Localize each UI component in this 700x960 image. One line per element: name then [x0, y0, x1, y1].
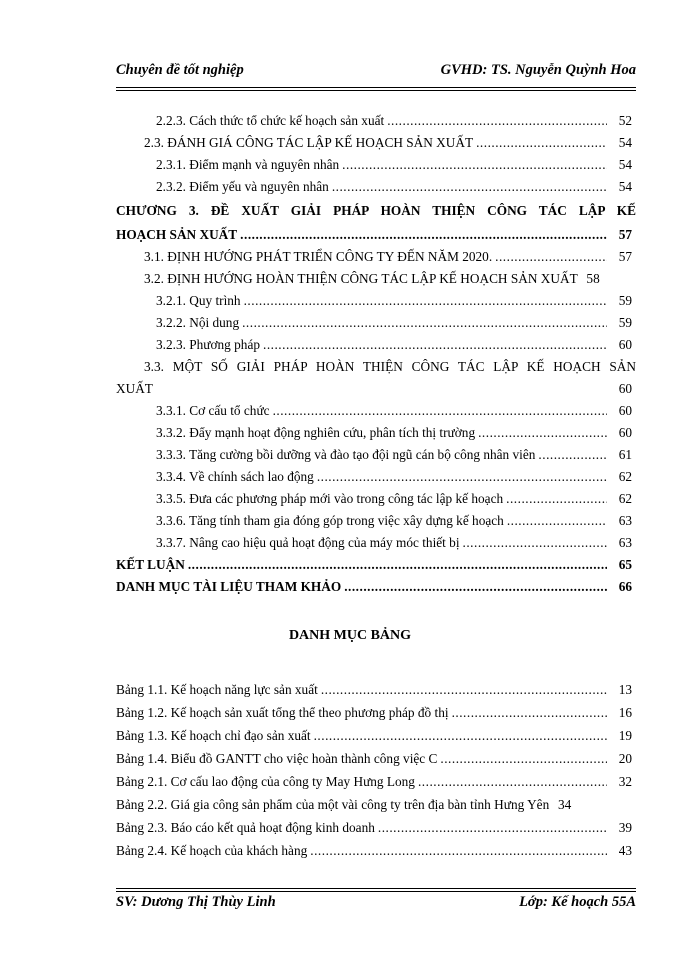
table-entry-text: Bảng 2.1. Cơ cấu lao động của công ty May Hưng Long — [116, 774, 415, 789]
toc-entry-page: 57 — [618, 227, 632, 242]
toc-entry[interactable] — [116, 176, 636, 198]
table-list-entry[interactable] — [116, 817, 636, 839]
dot-leader — [344, 576, 607, 598]
toc-entry-page: 58 — [586, 271, 600, 286]
table-entry-text: Bảng 1.3. Kế hoạch chỉ đạo sản xuất — [116, 728, 311, 743]
dot-leader — [240, 224, 607, 246]
table-list-entry[interactable] — [116, 702, 636, 724]
dot-leader — [317, 466, 607, 488]
toc-entry-text: 3.3.3. Tăng cường bồi dưỡng và đào tạo đội ngũ cán bộ công nhân viên — [156, 447, 536, 462]
toc-entry-page: 54 — [618, 135, 632, 150]
table-entry-text: Bảng 1.4. Biểu đồ GANTT cho việc hoàn thành công việc C — [116, 751, 438, 766]
toc-entry-text: CHƯƠNG 3. ĐỀ XUẤT GIẢI PHÁP HOÀN THIỆN CÔNG TÁC LẬP KẾ — [116, 203, 636, 218]
dot-leader — [273, 400, 607, 422]
toc-entry[interactable] — [116, 532, 636, 554]
footer-right: Lớp: Kế hoạch 55A — [519, 894, 636, 910]
toc-section-line[interactable] — [116, 356, 636, 378]
footer-rule — [116, 888, 636, 889]
table-list-entry[interactable] — [116, 679, 636, 701]
table-entry-text: Bảng 2.2. Giá gia công sản phẩm của một vài công ty trên địa bàn tỉnh Hưng Yên — [116, 797, 550, 812]
toc-entry-page: 63 — [618, 513, 632, 528]
footer-left: SV: Dương Thị Thùy Linh — [116, 894, 276, 910]
toc-entry[interactable] — [116, 510, 636, 532]
table-entry-page: 19 — [618, 728, 632, 743]
toc-entry[interactable] — [116, 224, 636, 246]
header-right: GVHD: TS. Nguyễn Quỳnh Hoa — [440, 62, 636, 78]
footer-rule-2 — [116, 891, 636, 892]
dot-leader — [507, 510, 607, 532]
toc-entry-text: 3.2.1. Quy trình — [156, 293, 241, 308]
toc-entry-page: 54 — [618, 157, 632, 172]
toc-entry-page: 60 — [618, 425, 632, 440]
table-list-entry[interactable] — [116, 840, 636, 862]
toc-entry-text: 3.3.2. Đẩy mạnh hoạt động nghiên cứu, phân tích thị trường — [156, 425, 476, 440]
toc-entry-text: 3.2. ĐỊNH HƯỚNG HOÀN THIỆN CÔNG TÁC LẬP KẾ HOẠCH SẢN XUẤT — [144, 271, 578, 286]
toc-entry-page: 62 — [618, 469, 632, 484]
toc-entry-page: 54 — [618, 179, 632, 194]
toc-entry[interactable] — [116, 268, 636, 290]
dot-leader — [314, 725, 607, 747]
table-entry-text: Bảng 2.4. Kế hoạch của khách hàng — [116, 843, 308, 858]
dot-leader — [440, 748, 607, 770]
table-entry-page: 16 — [618, 705, 632, 720]
dot-leader — [452, 702, 607, 724]
toc-entry[interactable] — [116, 576, 636, 598]
toc-entry-text: 3.3.7. Nâng cao hiệu quả hoạt động của máy móc thiết bị — [156, 535, 460, 550]
toc-entry-text: 3.3.5. Đưa các phương pháp mới vào trong công tác lập kế hoạch — [156, 491, 504, 506]
table-entry-text: Bảng 1.2. Kế hoạch sản xuất tổng thể theo phương pháp đồ thị — [116, 705, 449, 720]
dot-leader — [244, 290, 607, 312]
dot-leader — [463, 532, 607, 554]
toc-entry-page: 60 — [618, 337, 632, 352]
table-entry-text: Bảng 2.3. Báo cáo kết quả hoạt động kinh doanh — [116, 820, 375, 835]
toc-entry[interactable] — [116, 334, 636, 356]
header-rule-2 — [116, 90, 636, 91]
toc-entry-text: 3.2.2. Nội dung — [156, 315, 240, 330]
header-rule — [116, 87, 636, 88]
toc-entry[interactable] — [116, 444, 636, 466]
table-list-entry[interactable] — [116, 725, 636, 747]
toc-entry[interactable] — [116, 400, 636, 422]
toc-entry-text: 3.3.1. Cơ cấu tổ chức — [156, 403, 270, 418]
toc-entry-page: 62 — [618, 491, 632, 506]
toc-entry-text: 2.3.1. Điểm mạnh và nguyên nhân — [156, 157, 340, 172]
toc-entry-text: 3.2.3. Phương pháp — [156, 337, 260, 352]
toc-entry-text: 3.3.6. Tăng tính tham gia đóng góp trong việc xây dựng kế hoạch — [156, 513, 504, 528]
table-entry-page: 20 — [618, 751, 632, 766]
toc-entry[interactable] — [116, 132, 636, 154]
toc-chapter-line[interactable] — [116, 200, 636, 222]
table-entry-text: Bảng 1.1. Kế hoạch năng lực sản xuất — [116, 682, 318, 697]
toc-entry-page: 60 — [618, 403, 632, 418]
toc-entry[interactable] — [116, 488, 636, 510]
toc-entry[interactable] — [116, 378, 636, 400]
toc-entry-page: 63 — [618, 535, 632, 550]
dot-leader — [506, 488, 607, 510]
toc-entry[interactable] — [116, 422, 636, 444]
toc-entry[interactable] — [116, 466, 636, 488]
table-entry-page: 39 — [618, 820, 632, 835]
toc-entry-text: HOẠCH SẢN XUẤT — [116, 227, 238, 242]
dot-leader — [538, 444, 607, 466]
dot-leader — [321, 679, 607, 701]
toc-entry-page: 61 — [618, 447, 632, 462]
toc-entry-text: XUẤT — [116, 381, 153, 396]
toc-entry[interactable] — [116, 312, 636, 334]
toc-entry-text: 2.2.3. Cách thức tổ chức kế hoạch sản xuất — [156, 113, 385, 128]
page-header — [116, 62, 636, 84]
dot-leader — [387, 110, 607, 132]
toc-entry-text: 2.3.2. Điểm yếu và nguyên nhân — [156, 179, 329, 194]
toc-entry-page: 65 — [618, 557, 632, 572]
table-list-entry[interactable] — [116, 748, 636, 770]
toc-entry-page: 52 — [618, 113, 632, 128]
toc-entry[interactable] — [116, 554, 636, 576]
tables-list-title: DANH MỤC BẢNG — [288, 628, 412, 643]
table-entry-page: 34 — [557, 797, 572, 812]
toc-entry-text: 3.3.4. Về chính sách lao động — [156, 469, 314, 484]
dot-leader — [378, 817, 607, 839]
table-list-entry[interactable] — [116, 771, 636, 793]
toc-entry-page: 59 — [618, 315, 632, 330]
dot-leader — [495, 246, 607, 268]
toc-entry[interactable] — [116, 110, 636, 132]
toc-entry[interactable] — [116, 290, 636, 312]
toc-entry-text: 3.1. ĐỊNH HƯỚNG PHÁT TRIỂN CÔNG TY ĐẾN NĂM 2020. — [144, 249, 493, 264]
dot-leader — [342, 154, 607, 176]
dot-leader — [478, 422, 607, 444]
dot-leader — [263, 334, 607, 356]
dot-leader — [188, 554, 607, 576]
toc-entry-page: 66 — [618, 579, 632, 594]
table-list-entry[interactable] — [116, 794, 636, 816]
toc-entry[interactable] — [116, 154, 636, 176]
page-footer — [116, 894, 636, 916]
dot-leader — [332, 176, 607, 198]
dot-leader — [418, 771, 607, 793]
toc-entry[interactable] — [116, 246, 636, 268]
toc-entry-page: 57 — [618, 249, 632, 264]
table-entry-page: 13 — [618, 682, 632, 697]
table-entry-page: 43 — [618, 843, 632, 858]
toc-entry-page: 59 — [618, 293, 632, 308]
toc-entry-page: 60 — [618, 381, 632, 396]
toc-entry-text: DANH MỤC TÀI LIỆU THAM KHẢO — [116, 579, 342, 594]
toc-entry-text: 3.3. MỘT SỐ GIẢI PHÁP HOÀN THIỆN CÔNG TÁC LẬP KẾ HOẠCH SẢN — [144, 359, 636, 374]
dot-leader — [242, 312, 607, 334]
header-left: Chuyên đề tốt nghiệp — [116, 62, 244, 78]
dot-leader — [310, 840, 607, 862]
table-entry-page: 32 — [618, 774, 632, 789]
toc-entry-text: KẾT LUẬN — [116, 557, 185, 572]
toc-entry-text: 2.3. ĐÁNH GIÁ CÔNG TÁC LẬP KẾ HOẠCH SẢN XUẤT — [144, 135, 474, 150]
dot-leader — [476, 132, 607, 154]
